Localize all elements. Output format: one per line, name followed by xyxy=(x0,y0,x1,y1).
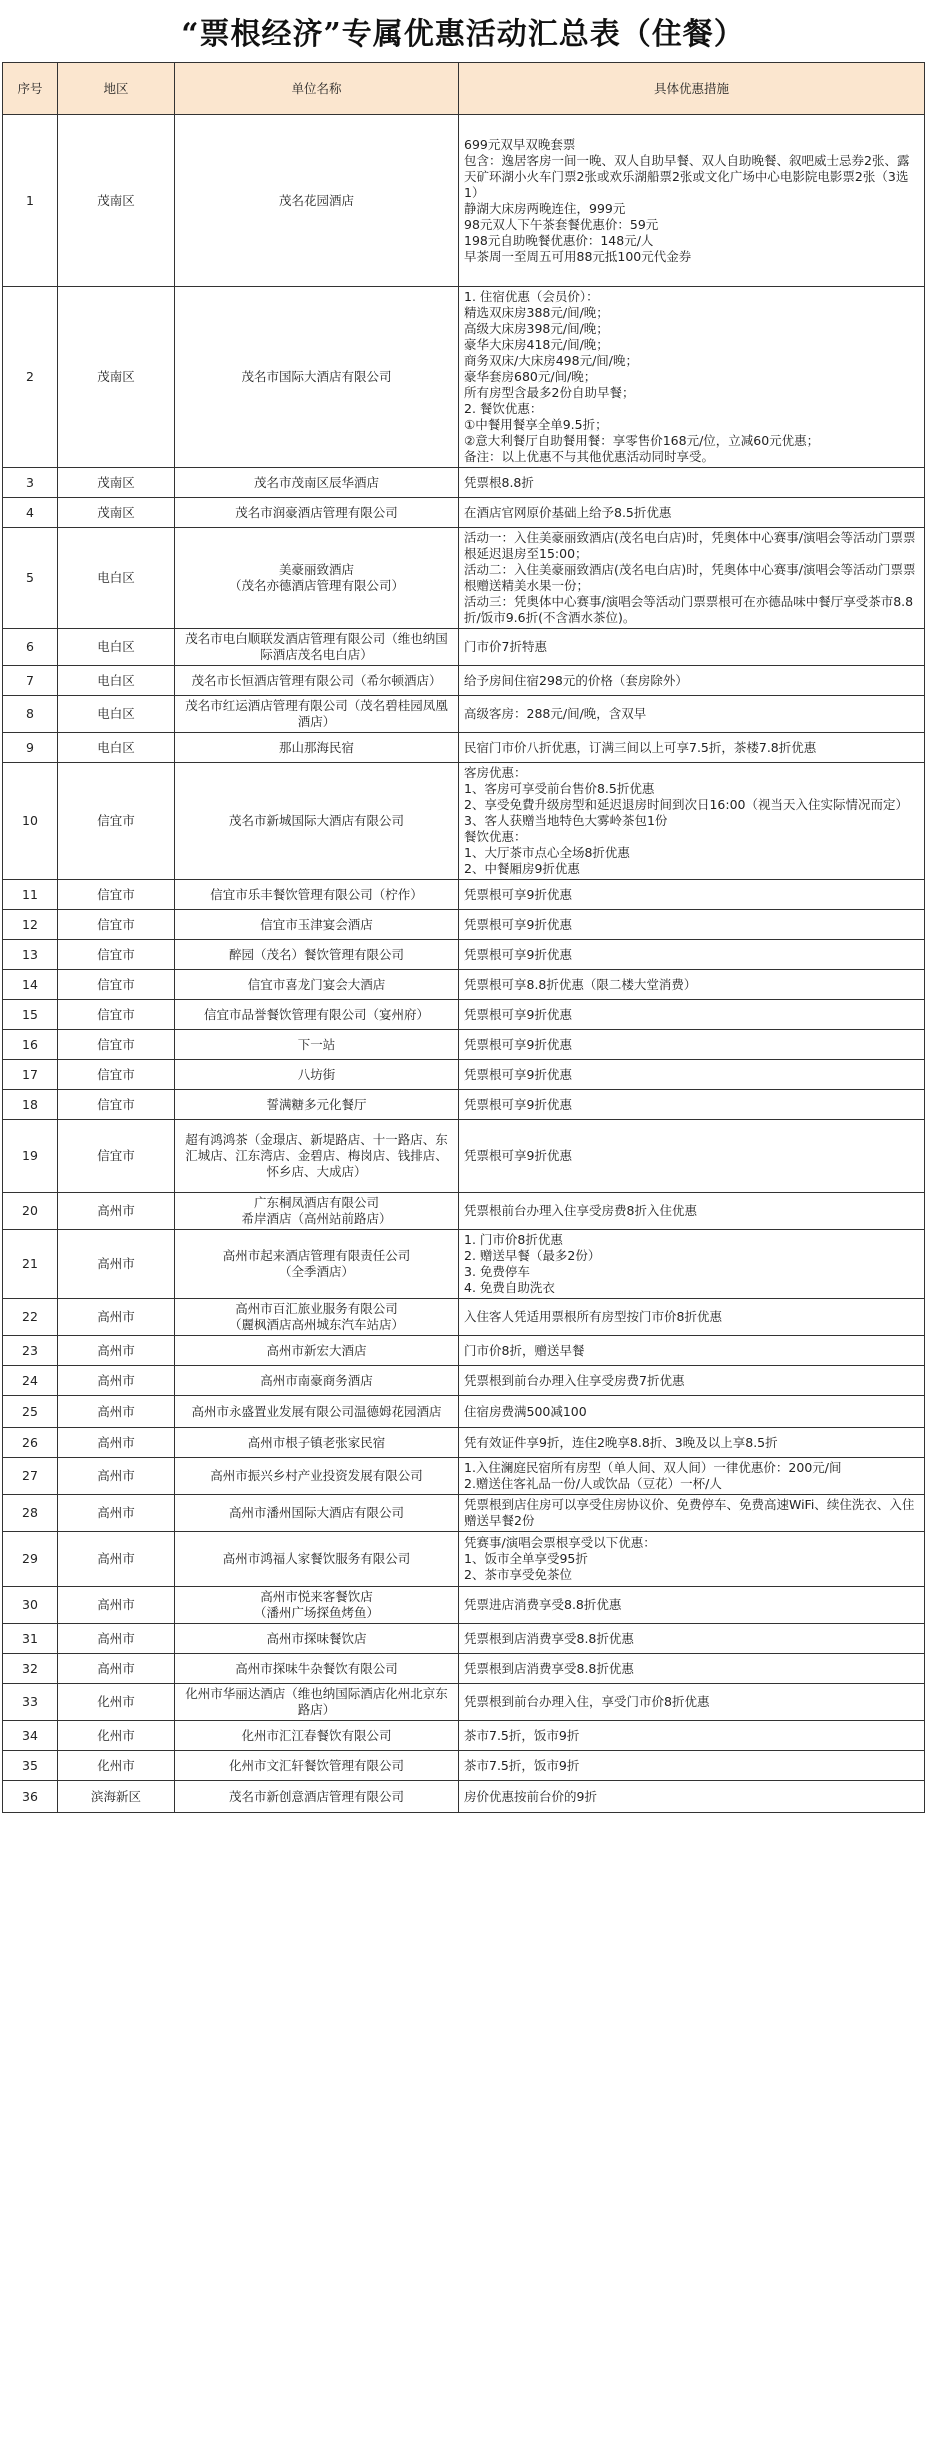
row-discount-detail: 凭票根可享8.8折优惠（限二楼大堂消费） xyxy=(459,970,925,1000)
row-number: 16 xyxy=(3,1030,58,1060)
row-area: 信宜市 xyxy=(58,910,175,940)
row-area: 茂南区 xyxy=(58,468,175,498)
row-number: 1 xyxy=(3,115,58,287)
table-row xyxy=(3,1428,925,1458)
table-row xyxy=(3,1684,925,1721)
row-area: 高州市 xyxy=(58,1428,175,1458)
table-row xyxy=(3,1721,925,1751)
row-number: 27 xyxy=(3,1458,58,1495)
row-discount-detail: 活动一：入住美豪丽致酒店(茂名电白店)时，凭奥体中心赛事/演唱会等活动门票票根延迟退房至15:00； 活动二：入住美豪丽致酒店(茂名电白店)时，凭奥体中心赛事/演唱会等活动门票票根赠送精美水果一份； 活动三：凭奥体中心赛事/演唱会等活动门票票根可在亦德品味中餐厅享受茶市8.8折/饭市9.6折(不含酒水茶位)。 xyxy=(459,528,925,629)
row-number: 33 xyxy=(3,1684,58,1721)
row-number: 6 xyxy=(3,629,58,666)
row-unit-name: 高州市鸿福人家餐饮服务有限公司 xyxy=(175,1532,459,1587)
table-row xyxy=(3,1532,925,1587)
page-title: “票根经济”专属优惠活动汇总表（住餐） xyxy=(181,17,745,52)
table-row xyxy=(3,733,925,763)
table-row xyxy=(3,1495,925,1532)
row-area: 信宜市 xyxy=(58,1120,175,1193)
row-unit-name: 高州市新宏大酒店 xyxy=(175,1336,459,1366)
row-unit-name: 广东桐凤酒店有限公司 希岸酒店（高州站前路店） xyxy=(175,1193,459,1230)
table-row xyxy=(3,498,925,528)
row-unit-name: 高州市百汇旅业服务有限公司 （麗枫酒店高州城东汽车站店） xyxy=(175,1299,459,1336)
row-area: 电白区 xyxy=(58,733,175,763)
header-row xyxy=(3,63,925,115)
row-number: 20 xyxy=(3,1193,58,1230)
table-row xyxy=(3,763,925,880)
row-number: 2 xyxy=(3,287,58,468)
row-number: 24 xyxy=(3,1366,58,1396)
row-number: 7 xyxy=(3,666,58,696)
row-area: 茂南区 xyxy=(58,115,175,287)
row-unit-name: 信宜市喜龙门宴会大酒店 xyxy=(175,970,459,1000)
row-area: 信宜市 xyxy=(58,1090,175,1120)
row-area: 信宜市 xyxy=(58,763,175,880)
table-row xyxy=(3,115,925,287)
table-row xyxy=(3,1090,925,1120)
row-number: 29 xyxy=(3,1532,58,1587)
table-row xyxy=(3,528,925,629)
row-unit-name: 茂名市长恒酒店管理有限公司（希尔顿酒店） xyxy=(175,666,459,696)
row-discount-detail: 茶市7.5折，饭市9折 xyxy=(459,1751,925,1781)
table-row xyxy=(3,629,925,666)
row-unit-name: 化州市汇江春餐饮有限公司 xyxy=(175,1721,459,1751)
row-discount-detail: 凭票根8.8折 xyxy=(459,468,925,498)
header-detail: 具体优惠措施 xyxy=(459,63,925,115)
row-area: 滨海新区 xyxy=(58,1781,175,1813)
row-unit-name: 誓满糖多元化餐厅 xyxy=(175,1090,459,1120)
row-discount-detail: 凭票根到店住房可以享受住房协议价、免费停车、免费高速WiFi、续住洗衣、入住赠送早餐2份 xyxy=(459,1495,925,1532)
row-unit-name: 高州市根子镇老张家民宿 xyxy=(175,1428,459,1458)
table-row xyxy=(3,1654,925,1684)
table-body xyxy=(3,115,925,1813)
row-unit-name: 高州市探味餐饮店 xyxy=(175,1624,459,1654)
row-discount-detail: 凭赛事/演唱会票根享受以下优惠： 1、饭市全单享受95折 2、茶市享受免茶位 xyxy=(459,1532,925,1587)
row-number: 36 xyxy=(3,1781,58,1813)
row-number: 34 xyxy=(3,1721,58,1751)
row-unit-name: 醉园（茂名）餐饮管理有限公司 xyxy=(175,940,459,970)
row-discount-detail: 凭票根到前台办理入住，享受门市价8折优惠 xyxy=(459,1684,925,1721)
row-unit-name: 美豪丽致酒店 （茂名亦德酒店管理有限公司） xyxy=(175,528,459,629)
row-discount-detail: 凭票根到店消费享受8.8折优惠 xyxy=(459,1654,925,1684)
header-no: 序号 xyxy=(3,63,58,115)
row-unit-name: 茂名市茂南区辰华酒店 xyxy=(175,468,459,498)
row-number: 19 xyxy=(3,1120,58,1193)
row-unit-name: 茂名市国际大酒店有限公司 xyxy=(175,287,459,468)
row-discount-detail: 1. 住宿优惠（会员价）： 精选双床房388元/间/晚； 高级大床房398元/间/晚； 豪华大床房418元/间/晚； 商务双床/大床房498元/间/晚； 豪华套房680元/间/晚； 所有房型含最多2份自助早餐； 2. 餐饮优惠： ①中餐用餐享全单9.5折； ②意大利餐厅自助餐用餐：享零售价168元/位，立减60元优惠； 备注：以上优惠不与其他优惠活动同时享受。 xyxy=(459,287,925,468)
row-area: 高州市 xyxy=(58,1532,175,1587)
row-number: 28 xyxy=(3,1495,58,1532)
row-area: 信宜市 xyxy=(58,880,175,910)
row-area: 高州市 xyxy=(58,1624,175,1654)
row-area: 高州市 xyxy=(58,1654,175,1684)
row-number: 21 xyxy=(3,1230,58,1299)
row-area: 高州市 xyxy=(58,1396,175,1428)
row-unit-name: 化州市华丽达酒店（维也纳国际酒店化州北京东路店） xyxy=(175,1684,459,1721)
row-number: 17 xyxy=(3,1060,58,1090)
row-number: 30 xyxy=(3,1587,58,1624)
row-area: 茂南区 xyxy=(58,498,175,528)
row-number: 5 xyxy=(3,528,58,629)
row-unit-name: 高州市起来酒店管理有限责任公司 （全季酒店） xyxy=(175,1230,459,1299)
row-unit-name: 高州市悦来客餐饮店 （潘州广场探鱼烤鱼） xyxy=(175,1587,459,1624)
row-discount-detail: 给予房间住宿298元的价格（套房除外） xyxy=(459,666,925,696)
row-area: 化州市 xyxy=(58,1684,175,1721)
row-area: 信宜市 xyxy=(58,1060,175,1090)
row-number: 31 xyxy=(3,1624,58,1654)
row-discount-detail: 凭票根可享9折优惠 xyxy=(459,1120,925,1193)
table-row xyxy=(3,1781,925,1813)
table-row xyxy=(3,468,925,498)
table-row xyxy=(3,1000,925,1030)
row-number: 10 xyxy=(3,763,58,880)
row-unit-name: 化州市文汇轩餐饮管理有限公司 xyxy=(175,1751,459,1781)
header-name: 单位名称 xyxy=(175,63,459,115)
row-unit-name: 茂名花园酒店 xyxy=(175,115,459,287)
row-number: 22 xyxy=(3,1299,58,1336)
row-number: 15 xyxy=(3,1000,58,1030)
table-row xyxy=(3,1030,925,1060)
row-unit-name: 高州市南豪商务酒店 xyxy=(175,1366,459,1396)
table-row xyxy=(3,666,925,696)
row-discount-detail: 699元双早双晚套票 包含：逸居客房一间一晚、双人自助早餐、双人自助晚餐、叙吧威士忌券2张、露天矿环湖小火车门票2张或欢乐湖船票2张或文化广场中心电影院电影票2张（3选1） 静湖大床房两晚连住，999元 98元双人下午茶套餐优惠价：59元 198元自助晚餐优惠价：148元/人 早茶周一至周五可用88元抵100元代金券 xyxy=(459,115,925,287)
row-unit-name: 茂名市新创意酒店管理有限公司 xyxy=(175,1781,459,1813)
row-discount-detail: 凭票根前台办理入住享受房费8折入住优惠 xyxy=(459,1193,925,1230)
row-area: 信宜市 xyxy=(58,970,175,1000)
row-unit-name: 信宜市品誉餐饮管理有限公司（宴州府） xyxy=(175,1000,459,1030)
table-row xyxy=(3,940,925,970)
row-discount-detail: 凭票根可享9折优惠 xyxy=(459,880,925,910)
row-area: 信宜市 xyxy=(58,1000,175,1030)
row-unit-name: 高州市潘州国际大酒店有限公司 xyxy=(175,1495,459,1532)
row-unit-name: 高州市振兴乡村产业投资发展有限公司 xyxy=(175,1458,459,1495)
table-row xyxy=(3,1120,925,1193)
row-discount-detail: 凭票根可享9折优惠 xyxy=(459,1000,925,1030)
row-number: 35 xyxy=(3,1751,58,1781)
table-row xyxy=(3,1193,925,1230)
row-unit-name: 信宜市乐丰餐饮管理有限公司（柠作） xyxy=(175,880,459,910)
row-number: 3 xyxy=(3,468,58,498)
row-area: 化州市 xyxy=(58,1751,175,1781)
row-unit-name: 八坊街 xyxy=(175,1060,459,1090)
row-discount-detail: 茶市7.5折，饭市9折 xyxy=(459,1721,925,1751)
row-unit-name: 茂名市电白顺联发酒店管理有限公司（维也纳国际酒店茂名电白店） xyxy=(175,629,459,666)
row-unit-name: 那山那海民宿 xyxy=(175,733,459,763)
table-row xyxy=(3,970,925,1000)
row-area: 高州市 xyxy=(58,1299,175,1336)
row-discount-detail: 门市价8折，赠送早餐 xyxy=(459,1336,925,1366)
row-number: 32 xyxy=(3,1654,58,1684)
row-discount-detail: 凭票根到店消费享受8.8折优惠 xyxy=(459,1624,925,1654)
row-discount-detail: 住宿房费满500减100 xyxy=(459,1396,925,1428)
row-discount-detail: 在酒店官网原价基础上给予8.5折优惠 xyxy=(459,498,925,528)
row-area: 电白区 xyxy=(58,666,175,696)
row-discount-detail: 凭票进店消费享受8.8折优惠 xyxy=(459,1587,925,1624)
row-unit-name: 高州市永盛置业发展有限公司温德姆花园酒店 xyxy=(175,1396,459,1428)
row-number: 25 xyxy=(3,1396,58,1428)
row-area: 高州市 xyxy=(58,1336,175,1366)
table-row xyxy=(3,1366,925,1396)
row-number: 13 xyxy=(3,940,58,970)
row-discount-detail: 凭票根可享9折优惠 xyxy=(459,940,925,970)
row-number: 23 xyxy=(3,1336,58,1366)
row-discount-detail: 凭票根到前台办理入住享受房费7折优惠 xyxy=(459,1366,925,1396)
row-area: 茂南区 xyxy=(58,287,175,468)
row-discount-detail: 凭票根可享9折优惠 xyxy=(459,1030,925,1060)
row-area: 电白区 xyxy=(58,629,175,666)
table-row xyxy=(3,910,925,940)
discount-table xyxy=(2,62,925,1813)
row-area: 高州市 xyxy=(58,1366,175,1396)
table-row xyxy=(3,1458,925,1495)
row-number: 9 xyxy=(3,733,58,763)
row-unit-name: 茂名市润豪酒店管理有限公司 xyxy=(175,498,459,528)
row-discount-detail: 1.入住澜庭民宿所有房型（单人间、双人间）一律优惠价：200元/间 2.赠送住客礼品一份/人或饮品（豆花）一杯/人 xyxy=(459,1458,925,1495)
row-area: 电白区 xyxy=(58,696,175,733)
table-row xyxy=(3,1299,925,1336)
row-discount-detail: 房价优惠按前台价的9折 xyxy=(459,1781,925,1813)
row-area: 高州市 xyxy=(58,1587,175,1624)
row-number: 14 xyxy=(3,970,58,1000)
table-row xyxy=(3,880,925,910)
row-discount-detail: 门市价7折特惠 xyxy=(459,629,925,666)
row-discount-detail: 凭票根可享9折优惠 xyxy=(459,910,925,940)
row-number: 4 xyxy=(3,498,58,528)
row-discount-detail: 凭票根可享9折优惠 xyxy=(459,1090,925,1120)
table-row xyxy=(3,1060,925,1090)
row-area: 高州市 xyxy=(58,1495,175,1532)
table-row xyxy=(3,1396,925,1428)
table-row xyxy=(3,1336,925,1366)
row-discount-detail: 凭票根可享9折优惠 xyxy=(459,1060,925,1090)
row-discount-detail: 民宿门市价八折优惠，订满三间以上可享7.5折，茶楼7.8折优惠 xyxy=(459,733,925,763)
table-row xyxy=(3,287,925,468)
row-discount-detail: 凭有效证件享9折，连住2晚享8.8折、3晚及以上享8.5折 xyxy=(459,1428,925,1458)
header-area: 地区 xyxy=(58,63,175,115)
row-area: 电白区 xyxy=(58,528,175,629)
row-discount-detail: 入住客人凭适用票根所有房型按门市价8折优惠 xyxy=(459,1299,925,1336)
table-row xyxy=(3,696,925,733)
row-unit-name: 茂名市红运酒店管理有限公司（茂名碧桂园凤凰酒店） xyxy=(175,696,459,733)
row-area: 化州市 xyxy=(58,1721,175,1751)
row-number: 26 xyxy=(3,1428,58,1458)
row-unit-name: 茂名市新城国际大酒店有限公司 xyxy=(175,763,459,880)
row-unit-name: 信宜市玉津宴会酒店 xyxy=(175,910,459,940)
row-area: 高州市 xyxy=(58,1230,175,1299)
table-row xyxy=(3,1751,925,1781)
row-number: 8 xyxy=(3,696,58,733)
row-unit-name: 超有鸿鸿茶（金璟店、新堤路店、十一路店、东汇城店、江东湾店、金碧店、梅岗店、钱排店、怀乡店、大成店） xyxy=(175,1120,459,1193)
table-row xyxy=(3,1624,925,1654)
row-area: 信宜市 xyxy=(58,1030,175,1060)
row-number: 11 xyxy=(3,880,58,910)
row-area: 高州市 xyxy=(58,1193,175,1230)
row-discount-detail: 客房优惠： 1、客房可享受前台售价8.5折优惠 2、享受免費升级房型和延迟退房时间到次日16:00（视当天入住实际情况而定） 3、客人获赠当地特色大雾岭茶包1份 餐饮优惠： 1、大厅茶市点心全场8折优惠 2、中餐厢房9折优惠 xyxy=(459,763,925,880)
row-unit-name: 高州市探味牛杂餐饮有限公司 xyxy=(175,1654,459,1684)
row-discount-detail: 高级客房：288元/间/晚，含双早 xyxy=(459,696,925,733)
row-number: 18 xyxy=(3,1090,58,1120)
table-row xyxy=(3,1230,925,1299)
row-area: 高州市 xyxy=(58,1458,175,1495)
row-area: 信宜市 xyxy=(58,940,175,970)
row-unit-name: 下一站 xyxy=(175,1030,459,1060)
row-number: 12 xyxy=(3,910,58,940)
row-discount-detail: 1. 门市价8折优惠 2. 赠送早餐（最多2份） 3. 免费停车 4. 免费自助洗衣 xyxy=(459,1230,925,1299)
table-row xyxy=(3,1587,925,1624)
